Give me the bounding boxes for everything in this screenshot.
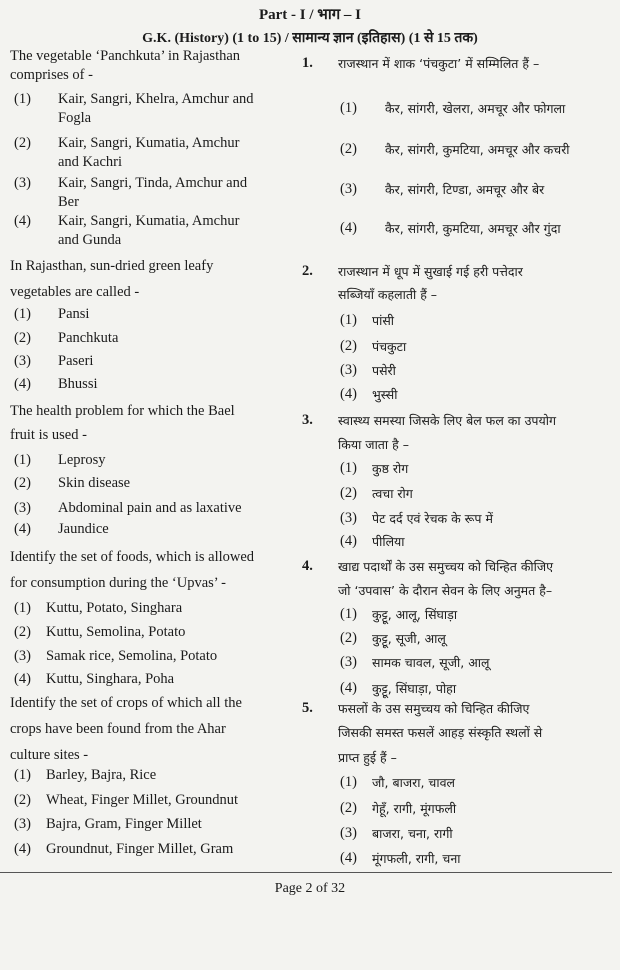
option-en-number: (3) bbox=[14, 816, 31, 832]
question-en-3-text: The health problem for which the Bael bbox=[10, 403, 235, 419]
option-hi-text: गेहूँ, रागी, मूंगफली bbox=[372, 801, 457, 816]
option-hi-text: सामक चावल, सूजी, आलू bbox=[372, 655, 490, 670]
question-en-2-text: In Rajasthan, sun-dried green leafy bbox=[10, 258, 214, 274]
question-hi-4-text: खाद्य पदार्थों के उस समुच्चय को चिन्हित कीजिए bbox=[338, 559, 554, 574]
option-hi-number: (2) bbox=[340, 338, 357, 354]
option-en-text: Kair, Sangri, Kumatia, Amchur bbox=[58, 135, 240, 151]
option-hi-number: (1) bbox=[340, 100, 357, 116]
option-en-text: Abdominal pain and as laxative bbox=[58, 500, 242, 516]
option-en-number: (1) bbox=[14, 306, 31, 322]
option-en-number: (3) bbox=[14, 500, 31, 516]
option-en-text: and Kachri bbox=[58, 154, 123, 170]
option-en-number: (3) bbox=[14, 648, 31, 664]
option-hi-number: (1) bbox=[340, 774, 357, 790]
option-hi-number: (3) bbox=[340, 510, 357, 526]
question-hi-number: 4. bbox=[302, 558, 313, 574]
option-en-number: (2) bbox=[14, 792, 31, 808]
question-hi-number: 1. bbox=[302, 55, 313, 71]
option-en-number: (4) bbox=[14, 841, 31, 857]
question-hi-5-text: जिसकी समस्त फसलें आहड़ संस्कृति स्थलों से bbox=[338, 725, 543, 740]
question-hi-2-text: सब्जियाँ कहलाती हैं – bbox=[338, 287, 438, 302]
option-hi-number: (3) bbox=[340, 362, 357, 378]
question-en-5-text: Identify the set of crops of which all the bbox=[10, 695, 242, 711]
part-heading: Part - I / भाग – I bbox=[258, 7, 362, 23]
option-hi-number: (1) bbox=[340, 460, 357, 476]
question-hi-number: 2. bbox=[302, 263, 313, 279]
option-en-text: and Gunda bbox=[58, 232, 122, 248]
option-hi-number: (2) bbox=[340, 141, 357, 157]
option-en-text: Skin disease bbox=[58, 475, 131, 491]
option-hi-text: भुस्सी bbox=[372, 387, 398, 402]
option-en-text: Ber bbox=[58, 194, 79, 210]
option-hi-number: (4) bbox=[340, 220, 357, 236]
option-hi-text: मूंगफली, रागी, चना bbox=[372, 851, 461, 866]
question-en-5-text: culture sites - bbox=[10, 747, 89, 763]
footer-divider bbox=[0, 872, 612, 873]
option-en-text: Barley, Bajra, Rice bbox=[46, 767, 157, 783]
option-en-text: Pansi bbox=[58, 306, 90, 322]
question-hi-5-text: प्राप्त हुई हैं – bbox=[338, 750, 397, 765]
option-en-number: (4) bbox=[14, 521, 31, 537]
option-en-text: Bhussi bbox=[58, 376, 98, 392]
option-en-number: (4) bbox=[14, 213, 31, 229]
option-en-text: Panchkuta bbox=[58, 330, 119, 346]
option-hi-text: कैर, सांगरी, खेलरा, अमचूर और फोगला bbox=[385, 101, 566, 116]
option-en-text: Kuttu, Singhara, Poha bbox=[46, 671, 175, 687]
option-en-number: (1) bbox=[14, 91, 31, 107]
option-hi-text: पंचकुटा bbox=[372, 339, 407, 354]
option-hi-number: (3) bbox=[340, 825, 357, 841]
option-hi-number: (4) bbox=[340, 680, 357, 696]
option-en-number: (2) bbox=[14, 135, 31, 151]
question-hi-3-text: स्वास्थ्य समस्या जिसके लिए बेल फल का उपयोग bbox=[338, 413, 557, 428]
option-en-text: Samak rice, Semolina, Potato bbox=[46, 648, 218, 664]
question-hi-3-text: किया जाता है – bbox=[338, 437, 410, 452]
option-hi-text: बाजरा, चना, रागी bbox=[372, 826, 453, 841]
option-en-number: (1) bbox=[14, 767, 31, 783]
option-hi-number: (2) bbox=[340, 800, 357, 816]
question-en-3-text: fruit is used - bbox=[10, 427, 87, 443]
option-hi-text: कैर, सांगरी, टिण्डा, अमचूर और बेर bbox=[385, 182, 545, 197]
option-hi-text: जौ, बाजरा, चावल bbox=[372, 775, 456, 790]
option-hi-text: कैर, सांगरी, कुमटिया, अमचूर और गुंदा bbox=[385, 221, 561, 236]
question-en-2-text: vegetables are called - bbox=[10, 284, 140, 300]
question-en-5-text: crops have been found from the Ahar bbox=[10, 721, 226, 737]
option-en-text: Kair, Sangri, Khelra, Amchur and bbox=[58, 91, 254, 107]
option-hi-text: पेट दर्द एवं रेचक के रूप में bbox=[372, 511, 493, 526]
option-hi-number: (3) bbox=[340, 654, 357, 670]
option-en-number: (1) bbox=[14, 452, 31, 468]
option-en-text: Wheat, Finger Millet, Groundnut bbox=[46, 792, 239, 808]
question-hi-number: 5. bbox=[302, 700, 313, 716]
option-en-text: Kair, Sangri, Kumatia, Amchur bbox=[58, 213, 240, 229]
question-hi-2-text: राजस्थान में धूप में सुखाई गई हरी पत्तेदार bbox=[338, 264, 523, 279]
option-hi-text: पांसी bbox=[372, 313, 395, 328]
option-en-number: (4) bbox=[14, 376, 31, 392]
question-hi-number: 3. bbox=[302, 412, 313, 428]
option-hi-number: (2) bbox=[340, 630, 357, 646]
option-en-number: (2) bbox=[14, 624, 31, 640]
option-en-number: (3) bbox=[14, 175, 31, 191]
option-hi-text: कुट्टू, आलू, सिंघाड़ा bbox=[372, 607, 458, 622]
option-hi-text: कुष्ठ रोग bbox=[372, 461, 409, 476]
option-hi-text: पीलिया bbox=[372, 534, 405, 549]
question-hi-5-text: फसलों के उस समुच्चय को चिन्हित कीजिए bbox=[338, 701, 530, 716]
option-hi-text: कुट्टू, सूजी, आलू bbox=[372, 631, 446, 646]
option-hi-text: कुट्टू, सिंघाड़ा, पोहा bbox=[372, 681, 457, 696]
option-en-text: Fogla bbox=[58, 110, 92, 126]
option-hi-number: (2) bbox=[340, 485, 357, 501]
option-en-number: (4) bbox=[14, 671, 31, 687]
option-en-text: Kuttu, Potato, Singhara bbox=[46, 600, 183, 616]
option-en-text: Bajra, Gram, Finger Millet bbox=[46, 816, 202, 832]
option-en-text: Paseri bbox=[58, 353, 94, 369]
option-hi-number: (4) bbox=[340, 386, 357, 402]
option-en-text: Kuttu, Semolina, Potato bbox=[46, 624, 186, 640]
question-hi-1-text: राजस्थान में शाक ‘पंचकुटा’ में सम्मिलित हैं – bbox=[338, 56, 540, 71]
question-hi-4-text: जो ‘उपवास’ के दौरान सेवन के लिए अनुमत है– bbox=[338, 583, 553, 598]
option-hi-number: (1) bbox=[340, 606, 357, 622]
option-hi-text: कैर, सांगरी, कुमटिया, अमचूर और कचरी bbox=[385, 142, 570, 157]
option-en-number: (3) bbox=[14, 353, 31, 369]
option-en-number: (1) bbox=[14, 600, 31, 616]
question-en-1-text: comprises of - bbox=[10, 67, 93, 83]
option-en-text: Kair, Sangri, Tinda, Amchur and bbox=[58, 175, 248, 191]
option-hi-number: (4) bbox=[340, 850, 357, 866]
option-hi-number: (1) bbox=[340, 312, 357, 328]
question-en-4-text: Identify the set of foods, which is allowed bbox=[10, 549, 255, 565]
option-en-text: Jaundice bbox=[58, 521, 109, 537]
option-hi-text: पसेरी bbox=[372, 363, 396, 378]
page-number: Page 2 of 32 bbox=[274, 881, 346, 896]
question-en-1-text: The vegetable ‘Panchkuta’ in Rajasthan bbox=[10, 48, 241, 64]
option-en-text: Leprosy bbox=[58, 452, 106, 468]
option-en-number: (2) bbox=[14, 330, 31, 346]
option-hi-number: (4) bbox=[340, 533, 357, 549]
section-heading: G.K. (History) (1 to 15) / सामान्य ज्ञान (इतिहास) (1 से 15 तक) bbox=[142, 31, 478, 46]
option-en-number: (2) bbox=[14, 475, 31, 491]
option-hi-number: (3) bbox=[340, 181, 357, 197]
question-en-4-text: for consumption during the ‘Upvas’ - bbox=[10, 575, 226, 591]
option-en-text: Groundnut, Finger Millet, Gram bbox=[46, 841, 234, 857]
option-hi-text: त्वचा रोग bbox=[372, 486, 413, 501]
